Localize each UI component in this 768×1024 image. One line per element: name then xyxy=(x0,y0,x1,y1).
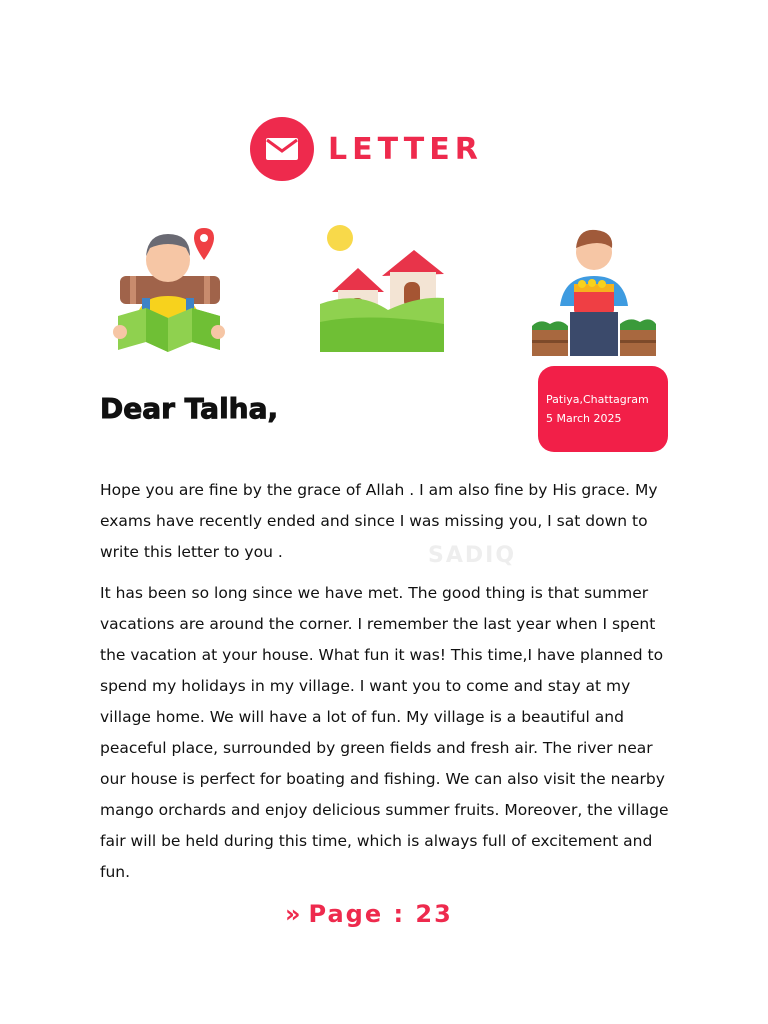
address-date-badge xyxy=(538,366,668,452)
address-line: Patiya,Chattagram xyxy=(546,393,649,406)
body-paragraph-2: It has been so long since we have met. The good thing is that summer vacations are around the corner. I remember the last year when I spent the vacation at your house. What fun it was! This time,I have planned to spend my holidays in my village. I want you to come and stay at my village home. We will have a lot of fun. My village is a beautiful and peaceful place, surrounded by green fields and fresh air. The river near our house is perfect for boating and fishing. We can also visit the nearby mango orchards and enjoy delicious summer fruits. Moreover, the village fair will be held during this time, which is always full of excitement and fun. xyxy=(100,584,669,881)
watermark: SADIQ xyxy=(428,543,517,568)
page-number xyxy=(285,900,453,928)
envelope-icon xyxy=(250,117,314,181)
page-title: LETTER xyxy=(328,131,483,167)
double-chevron-right-icon: » xyxy=(285,900,303,928)
body-paragraph-1: Hope you are fine by the grace of Allah . I am also fine by His grace. My exams have recently ended and since I was missing you, I sat down to write this letter to you . xyxy=(100,481,658,561)
letter-greeting: Dear Talha, xyxy=(100,392,279,425)
letter-header xyxy=(250,116,483,182)
letter-date: 5 March 2025 xyxy=(546,412,622,425)
village-icon xyxy=(318,224,446,358)
traveler-icon xyxy=(108,226,230,358)
page-label: Page : 23 xyxy=(308,900,453,928)
fruit-seller-icon xyxy=(530,226,658,362)
